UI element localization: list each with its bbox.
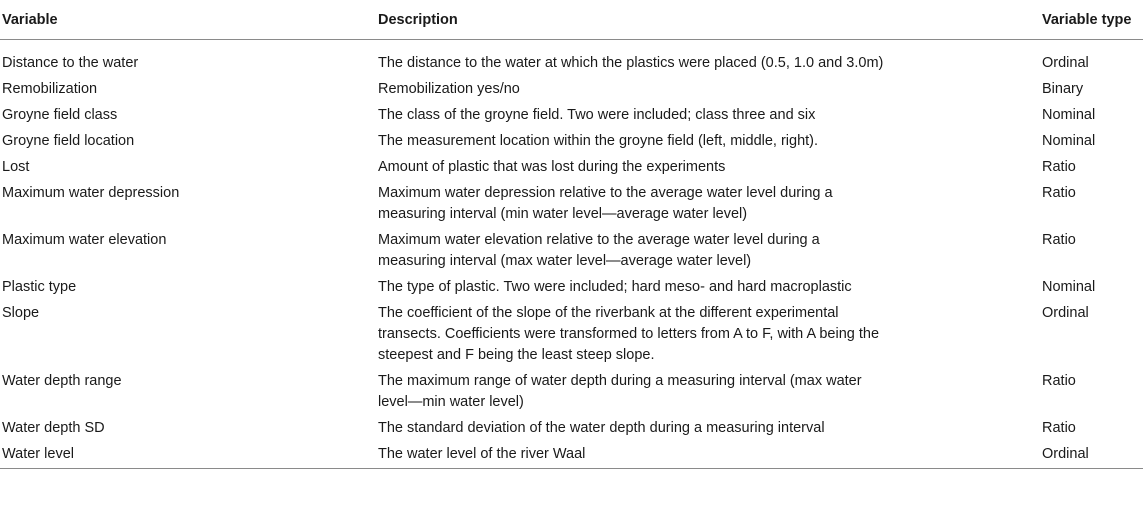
cell-variable: Lost xyxy=(2,159,30,175)
table-row xyxy=(0,180,1143,227)
cell-type: Ratio xyxy=(1042,185,1076,201)
cell-type: Ordinal xyxy=(1042,55,1089,71)
table-row xyxy=(0,154,1143,180)
cell-variable: Maximum water elevation xyxy=(2,232,167,248)
cell-type: Nominal xyxy=(1042,133,1096,149)
table-row xyxy=(0,274,1143,300)
cell-variable: Water depth SD xyxy=(2,420,105,436)
cell-variable: Slope xyxy=(2,305,40,321)
cell-description: The distance to the water at which the plastics were placed (0.5, 1.0 and 3.0m) xyxy=(378,55,884,71)
table-header xyxy=(0,0,1143,40)
table-body xyxy=(0,40,1143,469)
header-variable: Variable xyxy=(0,0,376,40)
cell-description: The coefficient of the slope of the riverbank at the different experimental transects. Coefficients were transformed to letters from A to F, with A being the steepest and F being the least steep slope. xyxy=(378,305,880,363)
cell-type: Nominal xyxy=(1042,107,1096,123)
cell-type: Ordinal xyxy=(1040,441,1143,469)
cell-type: Ratio xyxy=(1042,420,1076,436)
header-description: Description xyxy=(376,0,1040,40)
cell-variable: Water level xyxy=(0,441,376,469)
cell-type: Ordinal xyxy=(1042,305,1089,321)
cell-description: The class of the groyne field. Two were included; class three and six xyxy=(378,107,816,123)
cell-type: Ratio xyxy=(1042,232,1076,248)
header-row xyxy=(0,0,1143,40)
cell-description: Maximum water elevation relative to the average water level during a measuring interval (max water level—average water level) xyxy=(378,232,820,269)
table-row xyxy=(0,227,1143,274)
header-variable-type: Variable type xyxy=(1040,0,1143,40)
cell-description: Amount of plastic that was lost during the experiments xyxy=(378,159,726,175)
cell-type: Binary xyxy=(1042,81,1084,97)
cell-variable: Groyne field location xyxy=(2,133,135,149)
cell-description: The measurement location within the groyne field (left, middle, right). xyxy=(378,133,819,149)
cell-variable: Plastic type xyxy=(2,279,77,295)
cell-description: The type of plastic. Two were included; hard meso- and hard macroplastic xyxy=(378,279,852,295)
table-row xyxy=(0,415,1143,441)
cell-description: Remobilization yes/no xyxy=(378,81,520,97)
cell-variable: Water depth range xyxy=(2,373,122,389)
cell-variable: Groyne field class xyxy=(2,107,118,123)
cell-variable: Maximum water depression xyxy=(2,185,180,201)
table-row xyxy=(0,40,1143,77)
cell-type: Nominal xyxy=(1042,279,1096,295)
table-row xyxy=(0,368,1143,415)
table-row xyxy=(0,76,1143,102)
table-row xyxy=(0,128,1143,154)
table-row xyxy=(0,441,1143,469)
table-row xyxy=(0,102,1143,128)
cell-type: Ratio xyxy=(1042,373,1076,389)
cell-description: The water level of the river Waal xyxy=(376,441,1040,469)
cell-description: The maximum range of water depth during a measuring interval (max water level—min water level) xyxy=(378,373,862,410)
cell-description: Maximum water depression relative to the average water level during a measuring interval (min water level—average water level) xyxy=(378,185,833,222)
table-row xyxy=(0,300,1143,368)
cell-description: The standard deviation of the water depth during a measuring interval xyxy=(378,420,825,436)
cell-variable: Distance to the water xyxy=(2,55,139,71)
cell-type: Ratio xyxy=(1042,159,1076,175)
cell-variable: Remobilization xyxy=(2,81,98,97)
